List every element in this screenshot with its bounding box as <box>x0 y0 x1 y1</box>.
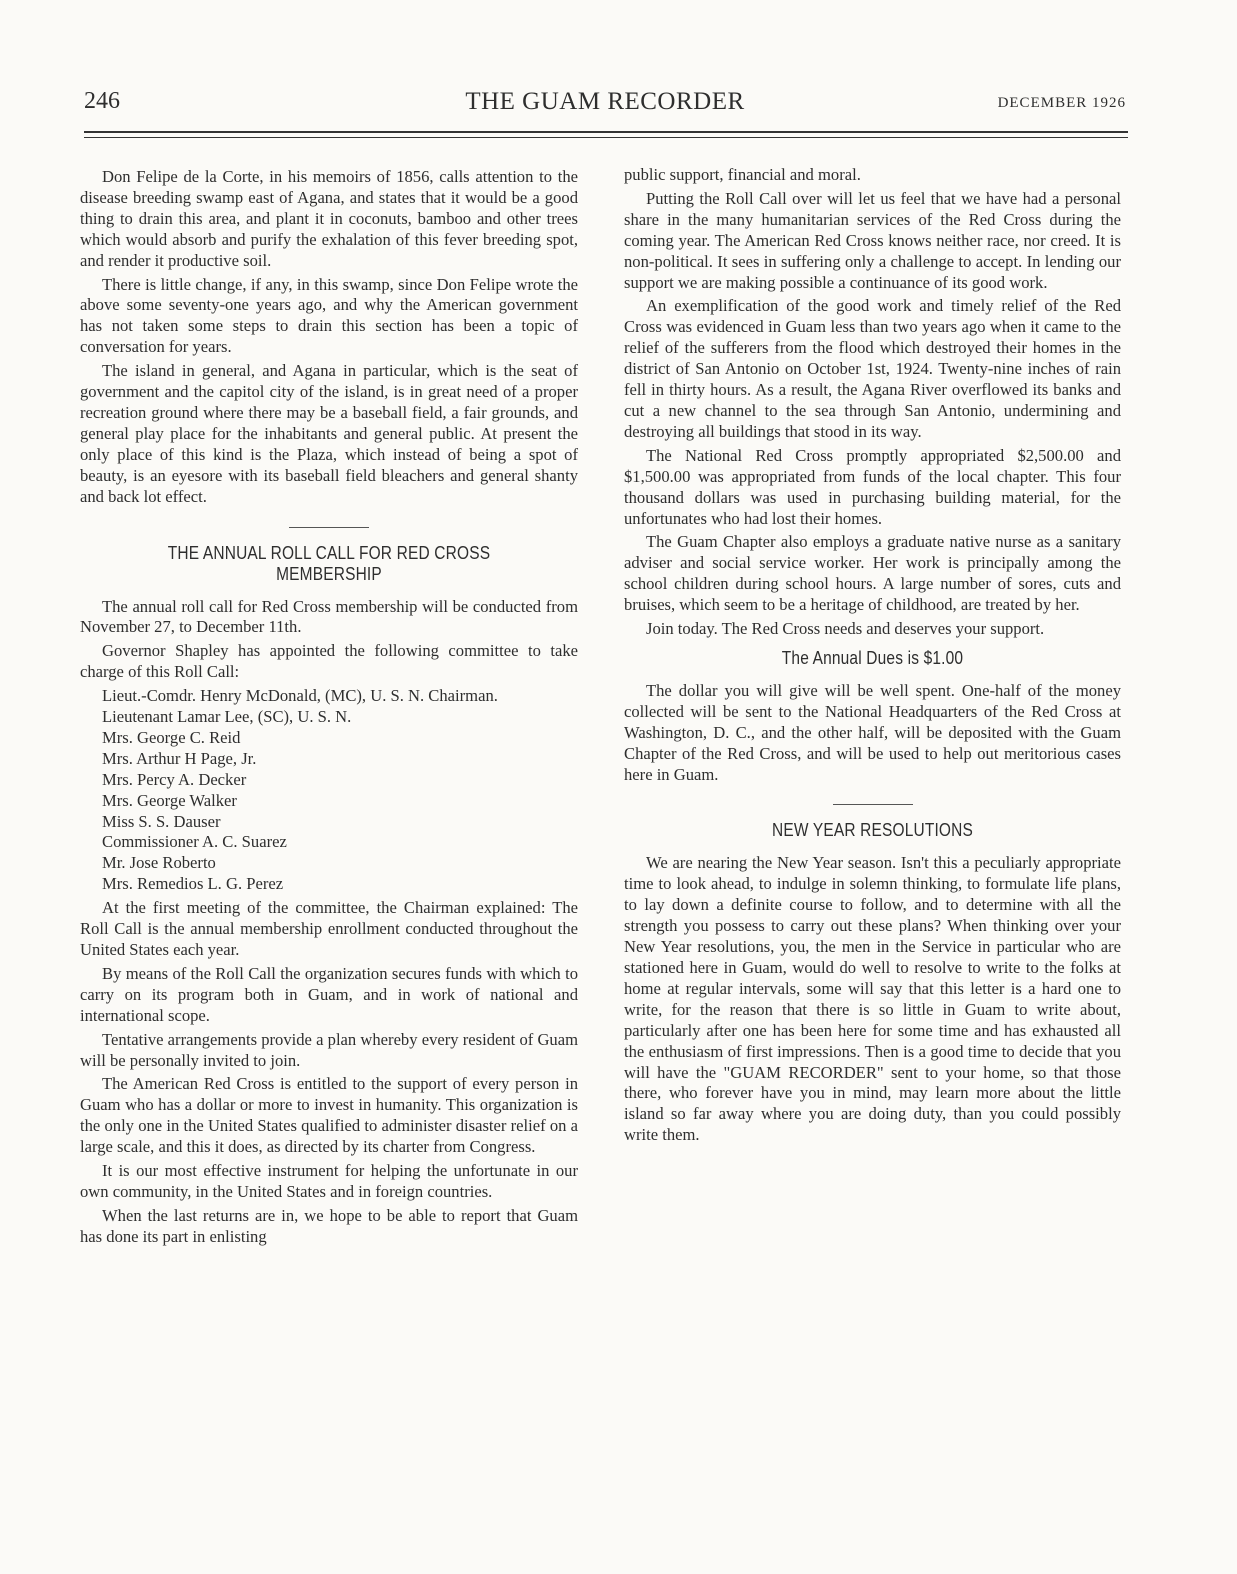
left-column <box>80 167 578 1251</box>
paragraph: The American Red Cross is entitled to the support of every person in Guam who has a dollar or more to invest in humanity. This organization is the only one in the United States qualified to administer disaster relief on a large scale, and this it does, as directed by its charter from Congress. <box>80 1074 578 1157</box>
committee-member: Mr. Jose Roberto <box>102 853 216 873</box>
paragraph: By means of the Roll Call the organization secures funds with which to carry on its program both in Guam, and in work of national and international scope. <box>80 963 578 1025</box>
section-heading-annual-dues: The Annual Dues is $1.00 <box>781 647 964 668</box>
header-rule-top <box>84 131 1128 133</box>
paragraph: Governor Shapley has appointed the following committee to take charge of this Roll Call: <box>80 641 578 682</box>
right-column <box>624 165 1121 1149</box>
committee-chairman: Lieut.-Comdr. Henry McDonald, (MC), U. S. N. Chairman. <box>102 686 498 706</box>
paragraph: Putting the Roll Call over will let us feel that we have had a personal share in the many humanitarian services of the Red Cross during the coming year. The American Red Cross knows neither race, nor creed. It is non-political. It sees in suffering only a challenge to accept. In lending our support we are making possible a continuance of its good work. <box>624 188 1121 292</box>
section-divider <box>833 804 913 805</box>
paragraph: There is little change, if any, in this swamp, since Don Felipe wrote the above some seventy-one years ago, and why the American government has not taken some steps to drain this section has been a topic of conversation for years. <box>80 274 578 357</box>
committee-list <box>80 686 578 895</box>
paragraph: The island in general, and Agana in particular, which is the seat of government and the capitol city of the island, is in great need of a proper recreation ground where there may be a baseball field, a fair grounds, and general play place for the inhabitants and general public. At present the only place of this kind is the Plaza, which instead of being a spot of beauty, is an eyesore with its baseball field bleachers and general shanty and back lot effect. <box>80 361 578 506</box>
paragraph: We are nearing the New Year season. Isn't this a peculiarly appropriate time to look ahead, to indulge in solemn thinking, to formulate life plans, to lay down a definite course to follow, and to determine with all the strength you possess to carry out these plans? When thinking over your New Year resolutions, you, the men in the Service in particular who are stationed here in Guam, would do well to resolve to write to the folks at home at regular intervals, some will say that this letter is a hard one to write, for the reason that there is so little in Guam to write about, particularly after one has been here for some time and has exhausted all the enthusiasm of first impressions. Then is a good time to decide that you will have the "GUAM RECORDER" sent to your home, so that those there, who forever have you in mind, may learn more about the little island so far away where you are doing duty, than you could possibly write them. <box>624 853 1121 1145</box>
committee-member: Mrs. Percy A. Decker <box>102 769 247 789</box>
paragraph-continued: public support, financial and moral. <box>624 165 861 184</box>
committee-member: Mrs. George Walker <box>102 790 237 810</box>
committee-member: Commissioner A. C. Suarez <box>102 832 287 852</box>
header-rule-bottom <box>84 137 1128 138</box>
paragraph: Tentative arrangements provide a plan whereby every resident of Guam will be personally invited to join. <box>80 1029 578 1070</box>
committee-member: Mrs. George C. Reid <box>102 727 241 747</box>
paragraph: An exemplification of the good work and timely relief of the Red Cross was evidenced in Guam less than two years ago when it came to the relief of the sufferers from the flood which destroyed their homes in the district of San Antonio on October 1st, 1924. Twenty-nine inches of rain fell in thirty hours. As a result, the Agana River overflowed its banks and cut a new channel to the sea through San Antonio, undermining and destroying all buildings that stood in its way. <box>624 296 1121 441</box>
committee-member: Mrs. Remedios L. G. Perez <box>102 874 284 894</box>
committee-member: Miss S. S. Dauser <box>102 811 221 831</box>
issue-date: DECEMBER 1926 <box>997 95 1126 111</box>
paragraph: Join today. The Red Cross needs and deserves your support. <box>646 619 1045 639</box>
paragraph: The Guam Chapter also employs a graduate native nurse as a sanitary adviser and social service worker. Her work is principally among the school children during school hours. A large number of sores, cuts and bruises, which seem to be a heritage of childhood, are treated by her. <box>624 532 1121 615</box>
publication-title: THE GUAM RECORDER <box>465 88 745 115</box>
paragraph: The National Red Cross promptly appropriated $2,500.00 and $1,500.00 was appropriated from funds of the local chapter. This four thousand dollars was used in purchasing building material, for the unfortunates who had lost their homes. <box>624 445 1121 528</box>
paragraph: Don Felipe de la Corte, in his memoirs of 1856, calls attention to the disease breeding swamp east of Agana, and states that it would be a good thing to drain this area, and plant it in coconuts, bamboo and other trees which would absorb and purify the exhalation of this fever breeding spot, and render it productive soil. <box>80 167 578 270</box>
section-heading-new-year: NEW YEAR RESOLUTIONS <box>772 820 973 841</box>
committee-member: Mrs. Arthur H Page, Jr. <box>102 748 257 768</box>
section-heading-red-cross: THE ANNUAL ROLL CALL FOR RED CROSS MEMBERSHIP <box>167 542 491 584</box>
paragraph: When the last returns are in, we hope to be able to report that Guam has done its part in enlisting <box>80 1205 578 1246</box>
paragraph: The dollar you will give will be well spent. One-half of the money collected will be sent to the National Headquarters of the Red Cross at Washington, D. C., and the other half, will be deposited with the Guam Chapter of the Red Cross, and will be used to help out meritorious cases here in Guam. <box>624 680 1121 784</box>
paragraph: At the first meeting of the committee, the Chairman explained: The Roll Call is the annual membership enrollment conducted throughout the United States each year. <box>80 898 578 959</box>
committee-member: Lieutenant Lamar Lee, (SC), U. S. N. <box>102 707 352 727</box>
paragraph: The annual roll call for Red Cross membership will be conducted from November 27, to December 11th. <box>80 596 578 637</box>
page-number: 246 <box>84 88 120 114</box>
section-divider <box>289 527 369 528</box>
page-header <box>84 88 1126 124</box>
paragraph: It is our most effective instrument for helping the unfortunate in our own community, in the United States and in foreign countries. <box>80 1161 578 1201</box>
